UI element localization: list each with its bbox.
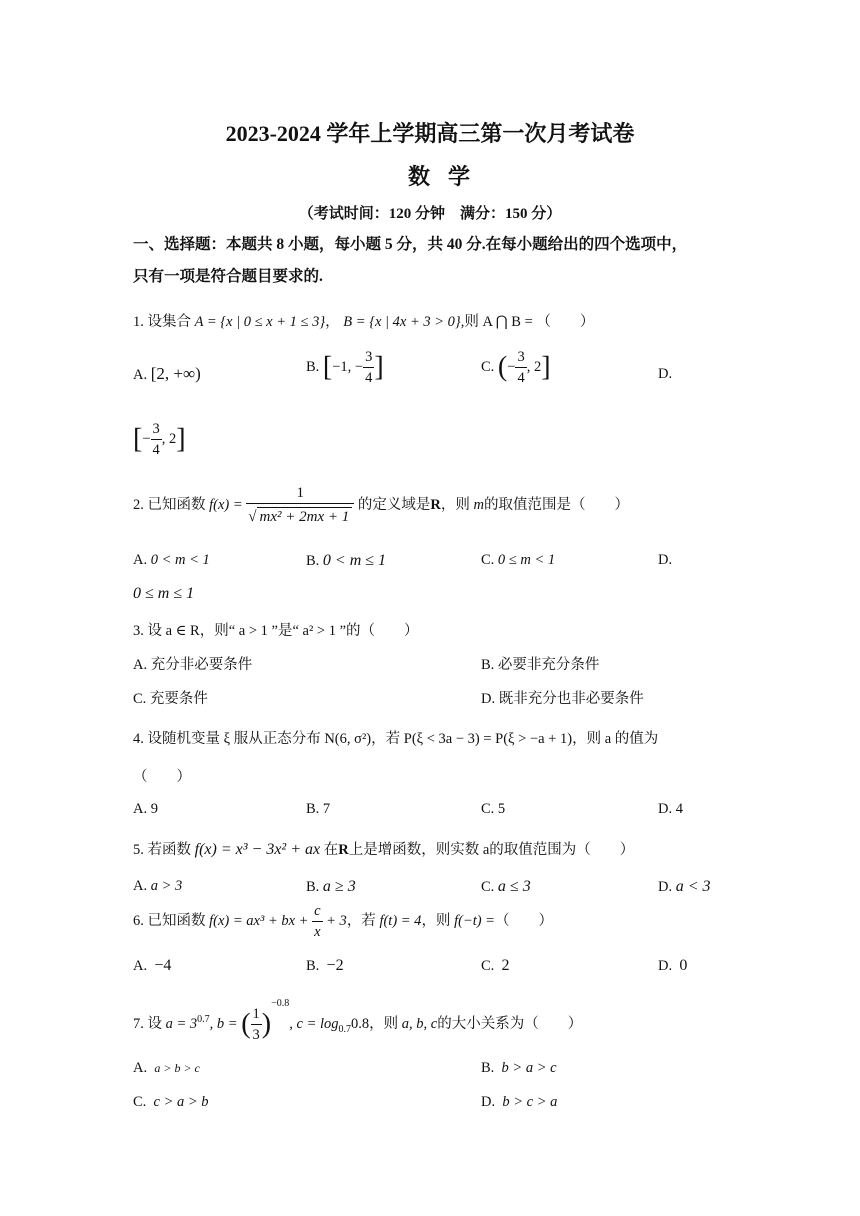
option-letter: A. bbox=[133, 1060, 148, 1076]
q2-m: m bbox=[473, 496, 484, 513]
q7-then: ，则 bbox=[369, 1016, 399, 1032]
q5-opt-d-value: a < 3 bbox=[675, 878, 711, 895]
q3-option-d[interactable]: D. 既非充分也非必要条件 bbox=[481, 691, 644, 707]
q7-c-base: 0.7 bbox=[338, 1023, 352, 1035]
q1-opt-b-left: −1, − bbox=[332, 358, 364, 375]
q6-blank: （ ） bbox=[494, 912, 553, 929]
question-1-stem: 1. 设集合 A = {x | 0 ≤ x + 1 ≤ 3}， B = {x | 4x + 3 > 0},则 A ⋂ B = （ ） bbox=[133, 314, 595, 330]
q1-opt-c-right: , 2 bbox=[526, 358, 542, 375]
q6-opt-a-value: −4 bbox=[154, 957, 172, 974]
q6-opt-d-value: 0 bbox=[679, 957, 688, 974]
q5-mid: 在 bbox=[323, 842, 339, 858]
subject-title: 数学 bbox=[407, 164, 488, 189]
q7-b-frac: $\frac{1}{3}$ bbox=[252, 1006, 260, 1043]
q7-opt-b-value: b > a > c bbox=[501, 1060, 557, 1076]
q1-suffix: ,则 A ⋂ B = （ ） bbox=[460, 314, 595, 330]
q1-opt-d-right: , 2 bbox=[161, 430, 177, 447]
question-3-stem: 3. 设 a ∈ R，则“ a > 1 ”是“ a² > 1 ”的（ ） bbox=[133, 623, 419, 639]
q2-option-a[interactable] bbox=[133, 552, 210, 569]
q1-opt-a-value: [2, +∞) bbox=[150, 364, 201, 383]
option-letter: A. bbox=[133, 552, 148, 568]
q2-opt-c-value: 0 ≤ m < 1 bbox=[497, 552, 556, 568]
question-4-stem-line2: （ ） bbox=[133, 769, 191, 785]
q5-func: f(x) = x³ − 3x² + ax bbox=[194, 841, 321, 858]
q6-then: ，则 bbox=[421, 912, 451, 929]
q1-set-b: B = {x | 4x + 3 > 0} bbox=[343, 314, 461, 330]
q4-option-c[interactable]: C. 5 bbox=[481, 801, 506, 817]
q1-opt-b-frac: $\frac{3}{4}$ bbox=[365, 349, 373, 386]
option-letter: A. bbox=[133, 367, 148, 383]
q6-opt-c-value: 2 bbox=[501, 957, 510, 974]
q5-option-d[interactable] bbox=[658, 878, 711, 896]
q6-fraction: $\frac{c}{x}$ bbox=[314, 903, 321, 940]
q4-option-b[interactable]: B. 7 bbox=[306, 801, 331, 817]
q7-b-exp: −0.8 bbox=[271, 998, 290, 1009]
q1-option-b[interactable]: B. [−1, − $\frac{3}{4}$ ] bbox=[306, 349, 384, 386]
option-letter: C. bbox=[481, 879, 495, 895]
q1-opt-d-left: − bbox=[142, 430, 151, 447]
q6-option-c[interactable] bbox=[481, 957, 510, 975]
q7-opt-d-value: b > c > a bbox=[502, 1094, 558, 1110]
q6-option-d[interactable] bbox=[658, 957, 687, 975]
q2-fraction: $\frac{1}{\text{√ mx² + 2mx + 1}}$ bbox=[246, 486, 354, 525]
question-4-stem-line1: 4. 设随机变量 ξ 服从正态分布 N(6, σ²)，若 P(ξ < 3a − 3) = P(ξ > −a + 1)，则 a 的值为 bbox=[133, 731, 659, 747]
q5-opt-b-value: a ≥ 3 bbox=[322, 878, 356, 895]
q3-option-b[interactable]: B. 必要非充分条件 bbox=[481, 657, 600, 673]
q1-opt-c-frac: $\frac{3}{4}$ bbox=[517, 349, 525, 386]
q7-a-def: a = 3 bbox=[165, 1016, 198, 1032]
q2-suffix3: 的取值范围是（ ） bbox=[483, 496, 629, 513]
option-letter: A. bbox=[133, 878, 148, 894]
q5-opt-c-value: a ≤ 3 bbox=[497, 878, 531, 895]
section-heading-line2: 只有一项是符合题目要求的. bbox=[133, 268, 323, 285]
q2-opt-d-text: 0 ≤ m ≤ 1 bbox=[133, 585, 195, 602]
option-letter: D. bbox=[481, 1094, 496, 1110]
question-5-stem bbox=[133, 838, 634, 859]
q2-option-d-value[interactable] bbox=[133, 585, 194, 603]
q2-opt-a-value: 0 < m < 1 bbox=[150, 552, 210, 568]
q7-abc: a, b, c bbox=[401, 1016, 438, 1032]
q2-suffix2: ，则 bbox=[440, 496, 470, 513]
q1-opt-d-frac: $\frac{3}{4}$ bbox=[152, 421, 160, 458]
q5-prefix: 5. 若函数 bbox=[133, 842, 191, 858]
q7-option-a[interactable] bbox=[133, 1060, 200, 1077]
q5-option-b[interactable] bbox=[306, 878, 356, 896]
q6-opt-b-value: −2 bbox=[326, 957, 344, 974]
q1-prefix: 1. 设集合 bbox=[133, 314, 191, 330]
q1-set-a: A = {x | 0 ≤ x + 1 ≤ 3} bbox=[194, 314, 326, 330]
q5-option-a[interactable] bbox=[133, 878, 182, 895]
q6-prefix: 6. 已知函数 bbox=[133, 912, 206, 929]
question-2-stem bbox=[133, 486, 629, 525]
q1-option-d[interactable] bbox=[658, 366, 672, 383]
q2-option-d[interactable] bbox=[658, 552, 672, 569]
option-letter: B. bbox=[306, 553, 320, 569]
q1-option-a[interactable] bbox=[133, 364, 201, 384]
q6-if: ，若 bbox=[346, 912, 376, 929]
option-letter: C. bbox=[481, 552, 495, 568]
option-letter: C. bbox=[481, 358, 495, 375]
q7-c-def: , c = log bbox=[289, 1016, 339, 1032]
q5-bold-r: R bbox=[338, 842, 349, 858]
q3-option-c[interactable]: C. 充要条件 bbox=[133, 691, 208, 707]
question-6-stem bbox=[133, 904, 553, 939]
option-letter: C. bbox=[481, 958, 495, 974]
q7-opt-c-value: c > a > b bbox=[153, 1094, 209, 1110]
exam-title: 2023-2024 学年上学期高三第一次月考试卷 bbox=[225, 121, 635, 146]
q3-option-a[interactable]: A. 充分非必要条件 bbox=[133, 657, 253, 673]
q7-c-val: 0.8 bbox=[351, 1016, 370, 1032]
option-letter: D. bbox=[658, 552, 673, 568]
option-letter: C. bbox=[133, 1094, 147, 1110]
option-letter: B. bbox=[306, 958, 320, 974]
option-letter: B. bbox=[481, 1060, 495, 1076]
q2-suffix: 的定义域是 bbox=[357, 496, 431, 513]
q6-option-b[interactable] bbox=[306, 957, 344, 975]
q2-prefix: 2. 已知函数 bbox=[133, 496, 206, 513]
q5-opt-a-value: a > 3 bbox=[150, 878, 183, 894]
q4-option-d[interactable]: D. 4 bbox=[658, 801, 683, 817]
q1-option-c[interactable]: C. (− $\frac{3}{4}$ , 2] bbox=[481, 349, 551, 386]
q6-option-a[interactable] bbox=[133, 957, 171, 975]
section-heading-line1: 一、选择题：本题共 8 小题，每小题 5 分，共 40 分.在每小题给出的四个选项中， bbox=[133, 236, 688, 253]
q2-option-b[interactable] bbox=[306, 552, 386, 570]
q7-opt-a-value: a > b > c bbox=[154, 1061, 200, 1075]
option-letter: B. bbox=[306, 358, 320, 375]
option-letter: D. bbox=[658, 879, 673, 895]
q4-option-a[interactable]: A. 9 bbox=[133, 801, 158, 817]
option-letter: D. bbox=[658, 366, 673, 382]
q7-option-b[interactable] bbox=[481, 1060, 557, 1077]
q7-suffix: 的大小关系为（ ） bbox=[437, 1016, 583, 1032]
q6-plus3: + 3 bbox=[326, 912, 347, 929]
q5-option-c[interactable] bbox=[481, 878, 531, 896]
q6-func: f(x) = ax³ + bx + bbox=[209, 912, 309, 929]
q1-opt-c-left: − bbox=[507, 358, 516, 375]
q2-func: f(x) = bbox=[209, 496, 243, 513]
q2-opt-b-value: 0 < m ≤ 1 bbox=[322, 552, 387, 569]
q1-option-d-value[interactable]: [− $\frac{3}{4}$ , 2] bbox=[133, 421, 186, 458]
option-letter: B. bbox=[306, 879, 320, 895]
option-letter: D. bbox=[658, 958, 673, 974]
q7-b-def: , b = bbox=[209, 1016, 238, 1032]
q6-ask: f(−t) = bbox=[454, 912, 495, 929]
q7-a-exp: 0.7 bbox=[197, 1014, 210, 1026]
q7-option-d[interactable] bbox=[481, 1094, 557, 1111]
option-letter: A. bbox=[133, 958, 148, 974]
q2-option-c[interactable] bbox=[481, 552, 555, 569]
q6-condition: f(t) = 4 bbox=[379, 912, 422, 929]
question-7-stem: 7. 设 $a = 3^{0.7}$, b = ( $\frac{1}{3}$ )$^{-0.8}$, $c = \log_{0.7}0.8$，则 a, b, c的大小关系为（ ） bbox=[133, 998, 583, 1043]
q2-bold-r: R bbox=[430, 496, 441, 513]
q7-option-c[interactable] bbox=[133, 1094, 209, 1111]
q5-suffix: 上是增函数，则实数 a的取值范围为（ ） bbox=[348, 842, 635, 858]
q7-prefix: 7. 设 bbox=[133, 1016, 162, 1032]
exam-info: （考试时间：120 分钟 满分：150 分） bbox=[298, 206, 562, 222]
